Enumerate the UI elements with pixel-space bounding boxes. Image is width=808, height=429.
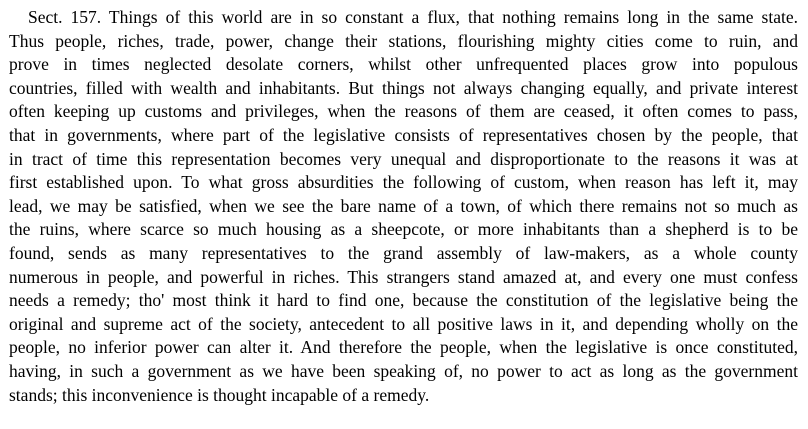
text-line-16: having, in such a government as we have been speaking of, no power to act as long as the government [9, 360, 798, 381]
text-line-3: prove in times neglected desolate corners, whilst other unfrequented places grow into populous [9, 54, 798, 75]
text-line-5: often keeping up customs and privileges, when the reasons of them are ceased, it often comes to pass, [9, 101, 798, 122]
text-line-17: stands; this inconvenience is thought incapable of a remedy. [9, 384, 430, 405]
text-line-13: needs a remedy; tho' most think it hard to find one, because the constitution of the legislative being the [9, 290, 798, 311]
text-line-7: in tract of time this representation becomes very unequal and disproportionate to the reasons it was at [9, 148, 798, 169]
text-line-11: found, sends as many representatives to the grand assembly of law-makers, as a whole county [9, 242, 798, 263]
text-line-14: original and supreme act of the society, antecedent to all positive laws in it, and depending wholly on the [9, 313, 798, 334]
text-line-10: the ruins, where scarce so much housing as a sheepcote, or more inhabitants than a shepherd is to be [9, 219, 798, 240]
text-line-6: that in governments, where part of the legislative consists of representatives chosen by the people, that [9, 124, 798, 145]
text-line-8: first established upon. To what gross absurdities the following of custom, when reason has left it, may [9, 172, 798, 193]
text-line-9: lead, we may be satisfied, when we see the bare name of a town, of which there remains not so much as [9, 195, 798, 216]
text-line-1: Sect. 157. Things of this world are in so constant a flux, that nothing remains long in the same state. [28, 7, 798, 27]
text-line-4: countries, filled with wealth and inhabitants. But things not always changing equally, and private interest [9, 77, 798, 98]
text-line-12: numerous in people, and powerful in riches. This strangers stand amazed at, and every one must confess [9, 266, 798, 287]
text-line-2: Thus people, riches, trade, power, change their stations, flourishing mighty cities come to ruin, and [9, 30, 798, 51]
text-line-15: people, no inferior power can alter it. And therefore the people, when the legislative is once constituted, [9, 337, 798, 358]
